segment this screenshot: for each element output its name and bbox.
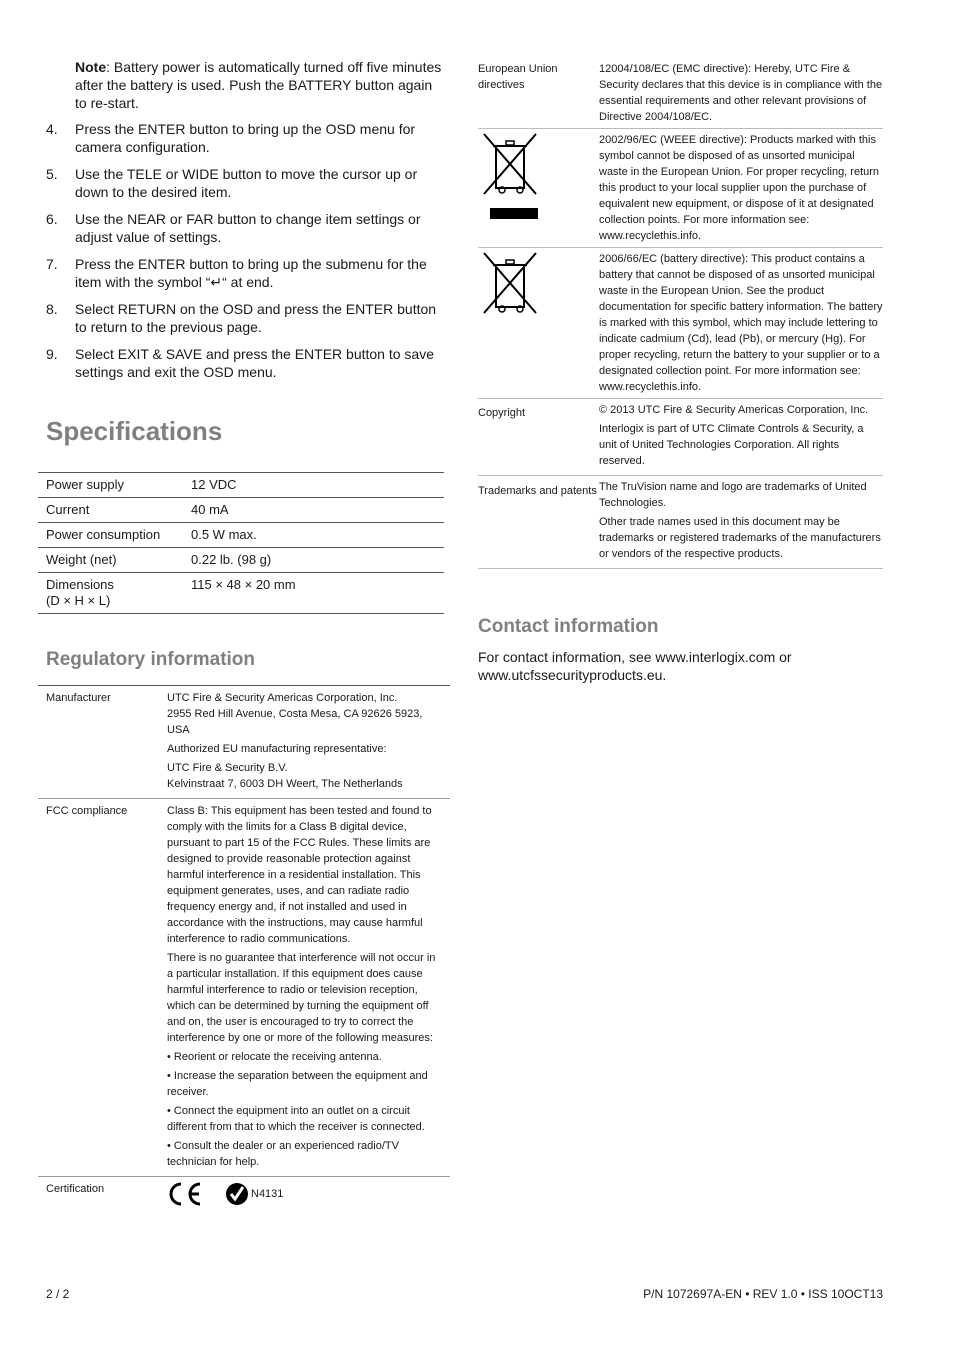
reg-bullet: • Connect the equipment into an outlet on a circuit different from that to which the receiver is connected.	[167, 1105, 425, 1133]
reg-paragraph	[167, 760, 442, 792]
step-number: 4.	[46, 121, 58, 137]
step-text: Press the ENTER button to bring up the OSD menu for camera configuration.	[75, 121, 416, 155]
table-row	[38, 799, 450, 1177]
reg-value	[159, 1177, 450, 1211]
table-row	[38, 1177, 450, 1211]
crossed-bin-icon	[478, 132, 542, 222]
spec-key: Current	[38, 498, 183, 523]
battery-symbol-cell	[478, 248, 599, 399]
spec-key-line: (D × H × L)	[46, 593, 111, 608]
table-row	[38, 686, 450, 799]
list-item	[46, 120, 450, 156]
reg-paragraph	[167, 690, 442, 738]
trademark-text: Other trade names used in this document may be trademarks or registered trademarks of the manufacturers or vendors of the respective products.	[599, 516, 881, 560]
reg-bullet: • Increase the separation between the equipment and receiver.	[167, 1070, 428, 1098]
specifications-table	[38, 472, 444, 614]
directive-text	[599, 399, 883, 476]
table-row	[478, 248, 883, 399]
c-tick-code: N4131	[251, 1188, 284, 1200]
contact-heading: Contact information	[478, 616, 659, 637]
spec-value: 40 mA	[183, 498, 444, 523]
step-number: 6.	[46, 211, 58, 227]
table-row	[38, 523, 444, 548]
reg-key: Manufacturer	[38, 686, 159, 799]
part-number: P/N 1072697A-EN • REV 1.0 • ISS 10OCT13	[643, 1287, 883, 1301]
list-item	[46, 345, 450, 381]
battery-note	[75, 58, 447, 112]
c-tick-mark	[225, 1182, 283, 1206]
spec-key	[38, 573, 183, 614]
step-text: Use the TELE or WIDE button to move the cursor up or down to the desired item.	[75, 166, 418, 200]
specifications-heading: Specifications	[46, 416, 223, 446]
step-text: Select EXIT & SAVE and press the ENTER button to save settings and exit the OSD menu.	[75, 346, 434, 380]
ce-mark-icon	[167, 1181, 203, 1207]
table-row	[478, 58, 883, 129]
certification-marks	[167, 1181, 442, 1207]
table-row	[478, 476, 883, 569]
note-text: : Battery power is automatically turned off five minutes after the battery is used. Push the BATTERY button again to re-start.	[75, 59, 442, 111]
directive-key: Copyright	[478, 399, 599, 476]
reg-key: FCC compliance	[38, 799, 159, 1177]
spec-value: 12 VDC	[183, 473, 444, 498]
directive-text: 12004/108/EC (EMC directive): Hereby, UTC Fire & Security declares that this device is in compliance with the essential requirements and other relevant provisions of Directive 2004/108/EC.	[599, 58, 883, 129]
table-row	[478, 129, 883, 248]
step-text: Use the NEAR or FAR button to change item settings or adjust value of settings.	[75, 211, 421, 245]
directive-text: 2002/96/EC (WEEE directive): Products marked with this symbol cannot be disposed of as unsorted municipal waste in the European Union. For proper recycling, return this product to your local supplier upon the purchase of equivalent new equipment, or dispose of it at designated collection points. For more information see: www.recyclethis.info.	[599, 129, 883, 248]
copyright-text: © 2013 UTC Fire & Security Americas Corporation, Inc.	[599, 404, 869, 416]
regulatory-heading: Regulatory information	[46, 649, 256, 670]
spec-key: Weight (net)	[38, 548, 183, 573]
list-item	[46, 210, 450, 246]
directive-text: 2006/66/EC (battery directive): This product contains a battery that cannot be disposed of as unsorted municipal waste in the European Union. See the product documentation for specific battery information. The battery is marked with this symbol, which may include lettering to indicate cadmium (Cd), lead (Pb), or mercury (Hg). For proper recycling, return the battery to your supplier or to a designated collection point. For more information see: www.recyclethis.info.	[599, 248, 883, 399]
reg-paragraph: There is no guarantee that interference will not occur in a particular installation. If this equipment does cause harmful interference to radio or television reception, which can be determined by turning the equipment off and on, the user is encouraged to try to correct the interference by one or more of the following measures:	[167, 952, 436, 1044]
reg-value	[159, 799, 450, 1177]
crossed-bin-icon	[478, 251, 542, 317]
c-tick-icon	[225, 1182, 249, 1206]
step-number: 9.	[46, 346, 58, 362]
list-item	[46, 255, 450, 291]
spec-value: 115 × 48 × 20 mm	[183, 573, 444, 614]
spec-value: 0.5 W max.	[183, 523, 444, 548]
table-row	[38, 548, 444, 573]
step-text: Select RETURN on the OSD and press the ENTER button to return to the previous page.	[75, 301, 437, 335]
table-row	[478, 399, 883, 476]
step-number: 7.	[46, 256, 58, 272]
reg-text: UTC Fire & Security Americas Corporation, Inc.	[167, 692, 398, 704]
spec-key-line: Dimensions	[46, 577, 114, 592]
weee-symbol-cell	[478, 129, 599, 248]
list-item	[46, 300, 450, 336]
spec-key: Power consumption	[38, 523, 183, 548]
step-number: 5.	[46, 166, 58, 182]
note-label: Note	[75, 59, 107, 75]
spec-value: 0.22 lb. (98 g)	[183, 548, 444, 573]
reg-text: UTC Fire & Security B.V.	[167, 762, 288, 774]
step-text: Press the ENTER button to bring up the submenu for the item with the symbol “↵“ at end.	[75, 256, 427, 290]
table-row	[38, 498, 444, 523]
directives-table	[478, 58, 883, 569]
copyright-text: Interlogix is part of UTC Climate Controls & Security, a unit of United Technologies Corporation. All rights reserved.	[599, 423, 864, 467]
reg-paragraph: Authorized EU manufacturing representative:	[167, 743, 387, 755]
reg-bullet: • Reorient or relocate the receiving antenna.	[167, 1051, 382, 1063]
spec-key: Power supply	[38, 473, 183, 498]
reg-key: Certification	[38, 1177, 159, 1211]
reg-text: Kelvinstraat 7, 6003 DH Weert, The Netherlands	[167, 778, 403, 790]
table-row	[38, 473, 444, 498]
directive-text	[599, 476, 883, 569]
trademark-text: The TruVision name and logo are trademarks of United Technologies.	[599, 481, 867, 509]
step-number: 8.	[46, 301, 58, 317]
procedure-steps	[46, 120, 450, 390]
reg-paragraph: Class B: This equipment has been tested and found to comply with the limits for a Class B digital device, pursuant to part 15 of the FCC Rules. These limits are designed to provide reasonable protection against harmful interference in a residential installation. This equipment generates, uses, and can radiate radio frequency energy and, if not installed and used in accordance with the instructions, may cause harmful interference to radio communications.	[167, 805, 432, 945]
directive-key: Trademarks and patents	[478, 476, 599, 569]
page-number: 2 / 2	[46, 1287, 70, 1301]
directive-key: European Union directives	[478, 58, 599, 129]
reg-value	[159, 686, 450, 799]
list-item	[46, 165, 450, 201]
reg-bullet: • Consult the dealer or an experienced radio/TV technician for help.	[167, 1140, 399, 1168]
table-row	[38, 573, 444, 614]
regulatory-table	[38, 685, 450, 1210]
reg-text: 2955 Red Hill Avenue, Costa Mesa, CA 92626 5923, USA	[167, 708, 423, 736]
contact-text: For contact information, see www.interlogix.com or www.utcfssecurityproducts.eu.	[478, 649, 792, 683]
